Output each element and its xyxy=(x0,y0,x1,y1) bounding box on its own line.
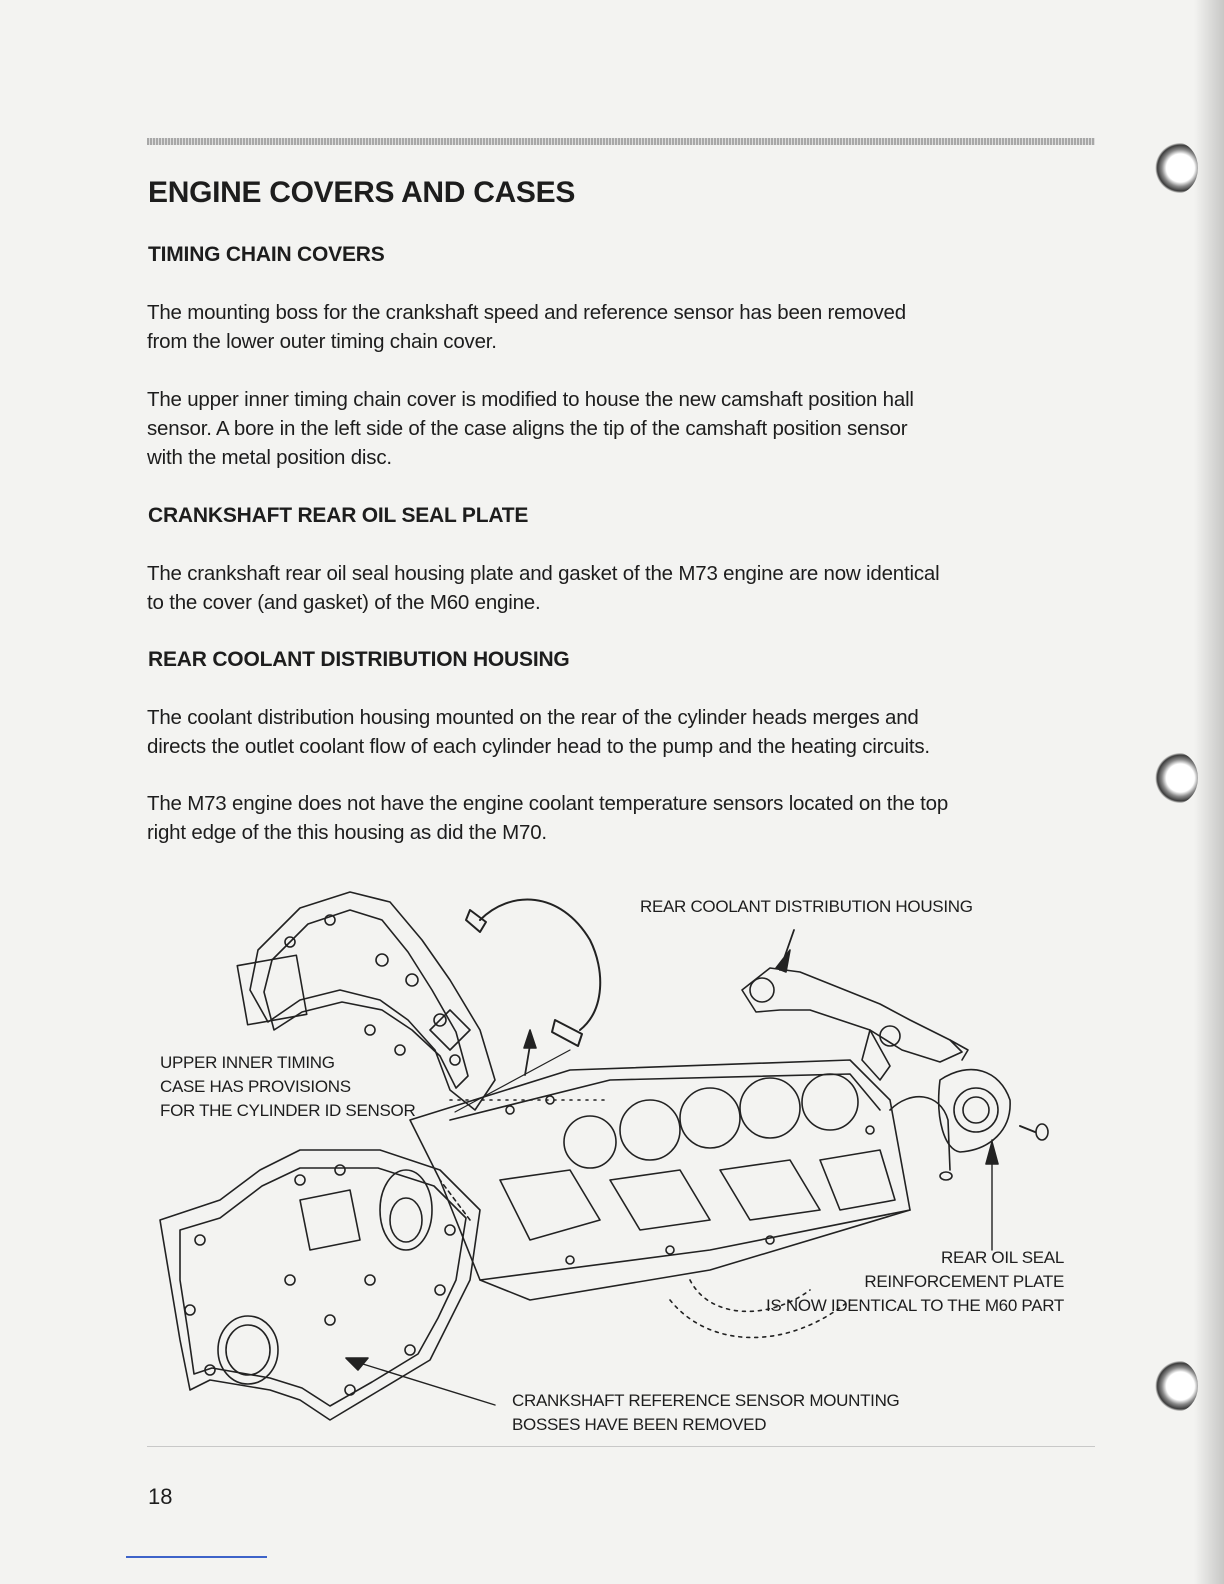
binder-hole xyxy=(1154,1360,1198,1412)
engine-exploded-illustration xyxy=(150,880,1090,1450)
callout-line: REINFORCEMENT PLATE xyxy=(864,1272,1064,1291)
text-line: The M73 engine does not have the engine coolant temperature sensors located on the top xyxy=(147,792,949,815)
text-line: to the cover (and gasket) of the M60 engine. xyxy=(147,591,541,614)
text-line: The upper inner timing chain cover is modified to house the new camshaft position hall xyxy=(147,388,914,411)
page-edge-shadow xyxy=(1194,0,1224,1584)
text-line: sensor. A bore in the left side of the case aligns the tip of the camshaft position sensor xyxy=(147,417,908,440)
section-heading-rear-oil-seal-plate: CRANKSHAFT REAR OIL SEAL PLATE xyxy=(148,504,529,527)
callout-rear-oil-seal xyxy=(766,1246,1064,1318)
text-line: The crankshaft rear oil seal housing plate and gasket of the M73 engine are now identical xyxy=(147,562,940,585)
paragraph-oil-seal xyxy=(147,559,1095,617)
callout-line: FOR THE CYLINDER ID SENSOR xyxy=(160,1101,416,1120)
callout-line: REAR COOLANT DISTRIBUTION HOUSING xyxy=(640,897,973,916)
text-line: The mounting boss for the crankshaft speed and reference sensor has been removed xyxy=(147,301,906,324)
rear-oil-seal-plate-drawing xyxy=(890,1070,1048,1250)
footer-rule xyxy=(147,1446,1095,1447)
callout-line: BOSSES HAVE BEEN REMOVED xyxy=(512,1415,767,1434)
callout-line: REAR OIL SEAL xyxy=(940,1248,1064,1267)
text-line: directs the outlet coolant flow of each cylinder head to the pump and the heating circuits. xyxy=(147,735,930,758)
header-rule xyxy=(147,138,1095,145)
text-line: right edge of the this housing as did the M70. xyxy=(147,821,547,844)
binder-hole xyxy=(1154,142,1198,194)
paragraph-coolant-2 xyxy=(147,789,1095,847)
callout-line: CRANKSHAFT REFERENCE SENSOR MOUNTING xyxy=(512,1391,900,1410)
callout-line: UPPER INNER TIMING xyxy=(160,1053,335,1072)
coolant-housing-drawing xyxy=(742,930,968,1080)
binder-hole xyxy=(1154,752,1198,804)
section-heading-coolant-housing: REAR COOLANT DISTRIBUTION HOUSING xyxy=(148,648,570,671)
text-line: from the lower outer timing chain cover. xyxy=(147,330,497,353)
paragraph-timing-1 xyxy=(147,298,1095,356)
section-heading-timing-chain-covers: TIMING CHAIN COVERS xyxy=(148,243,385,266)
text-line: The coolant distribution housing mounted on the rear of the cylinder heads merges and xyxy=(147,706,919,729)
paragraph-coolant-1 xyxy=(147,703,1095,761)
link-underline xyxy=(126,1556,267,1558)
callout-line: CASE HAS PROVISIONS xyxy=(160,1077,351,1096)
callout-upper-timing-case xyxy=(160,1051,415,1123)
paragraph-timing-2 xyxy=(147,385,1095,472)
callout-crank-sensor-bosses xyxy=(512,1389,899,1437)
page-title: ENGINE COVERS AND CASES xyxy=(148,176,576,209)
callout-line: IS NOW IDENTICAL TO THE M60 PART xyxy=(765,1296,1064,1315)
text-line: with the metal position disc. xyxy=(147,446,392,469)
callout-coolant-housing xyxy=(640,895,973,919)
page-number: 18 xyxy=(148,1484,173,1509)
